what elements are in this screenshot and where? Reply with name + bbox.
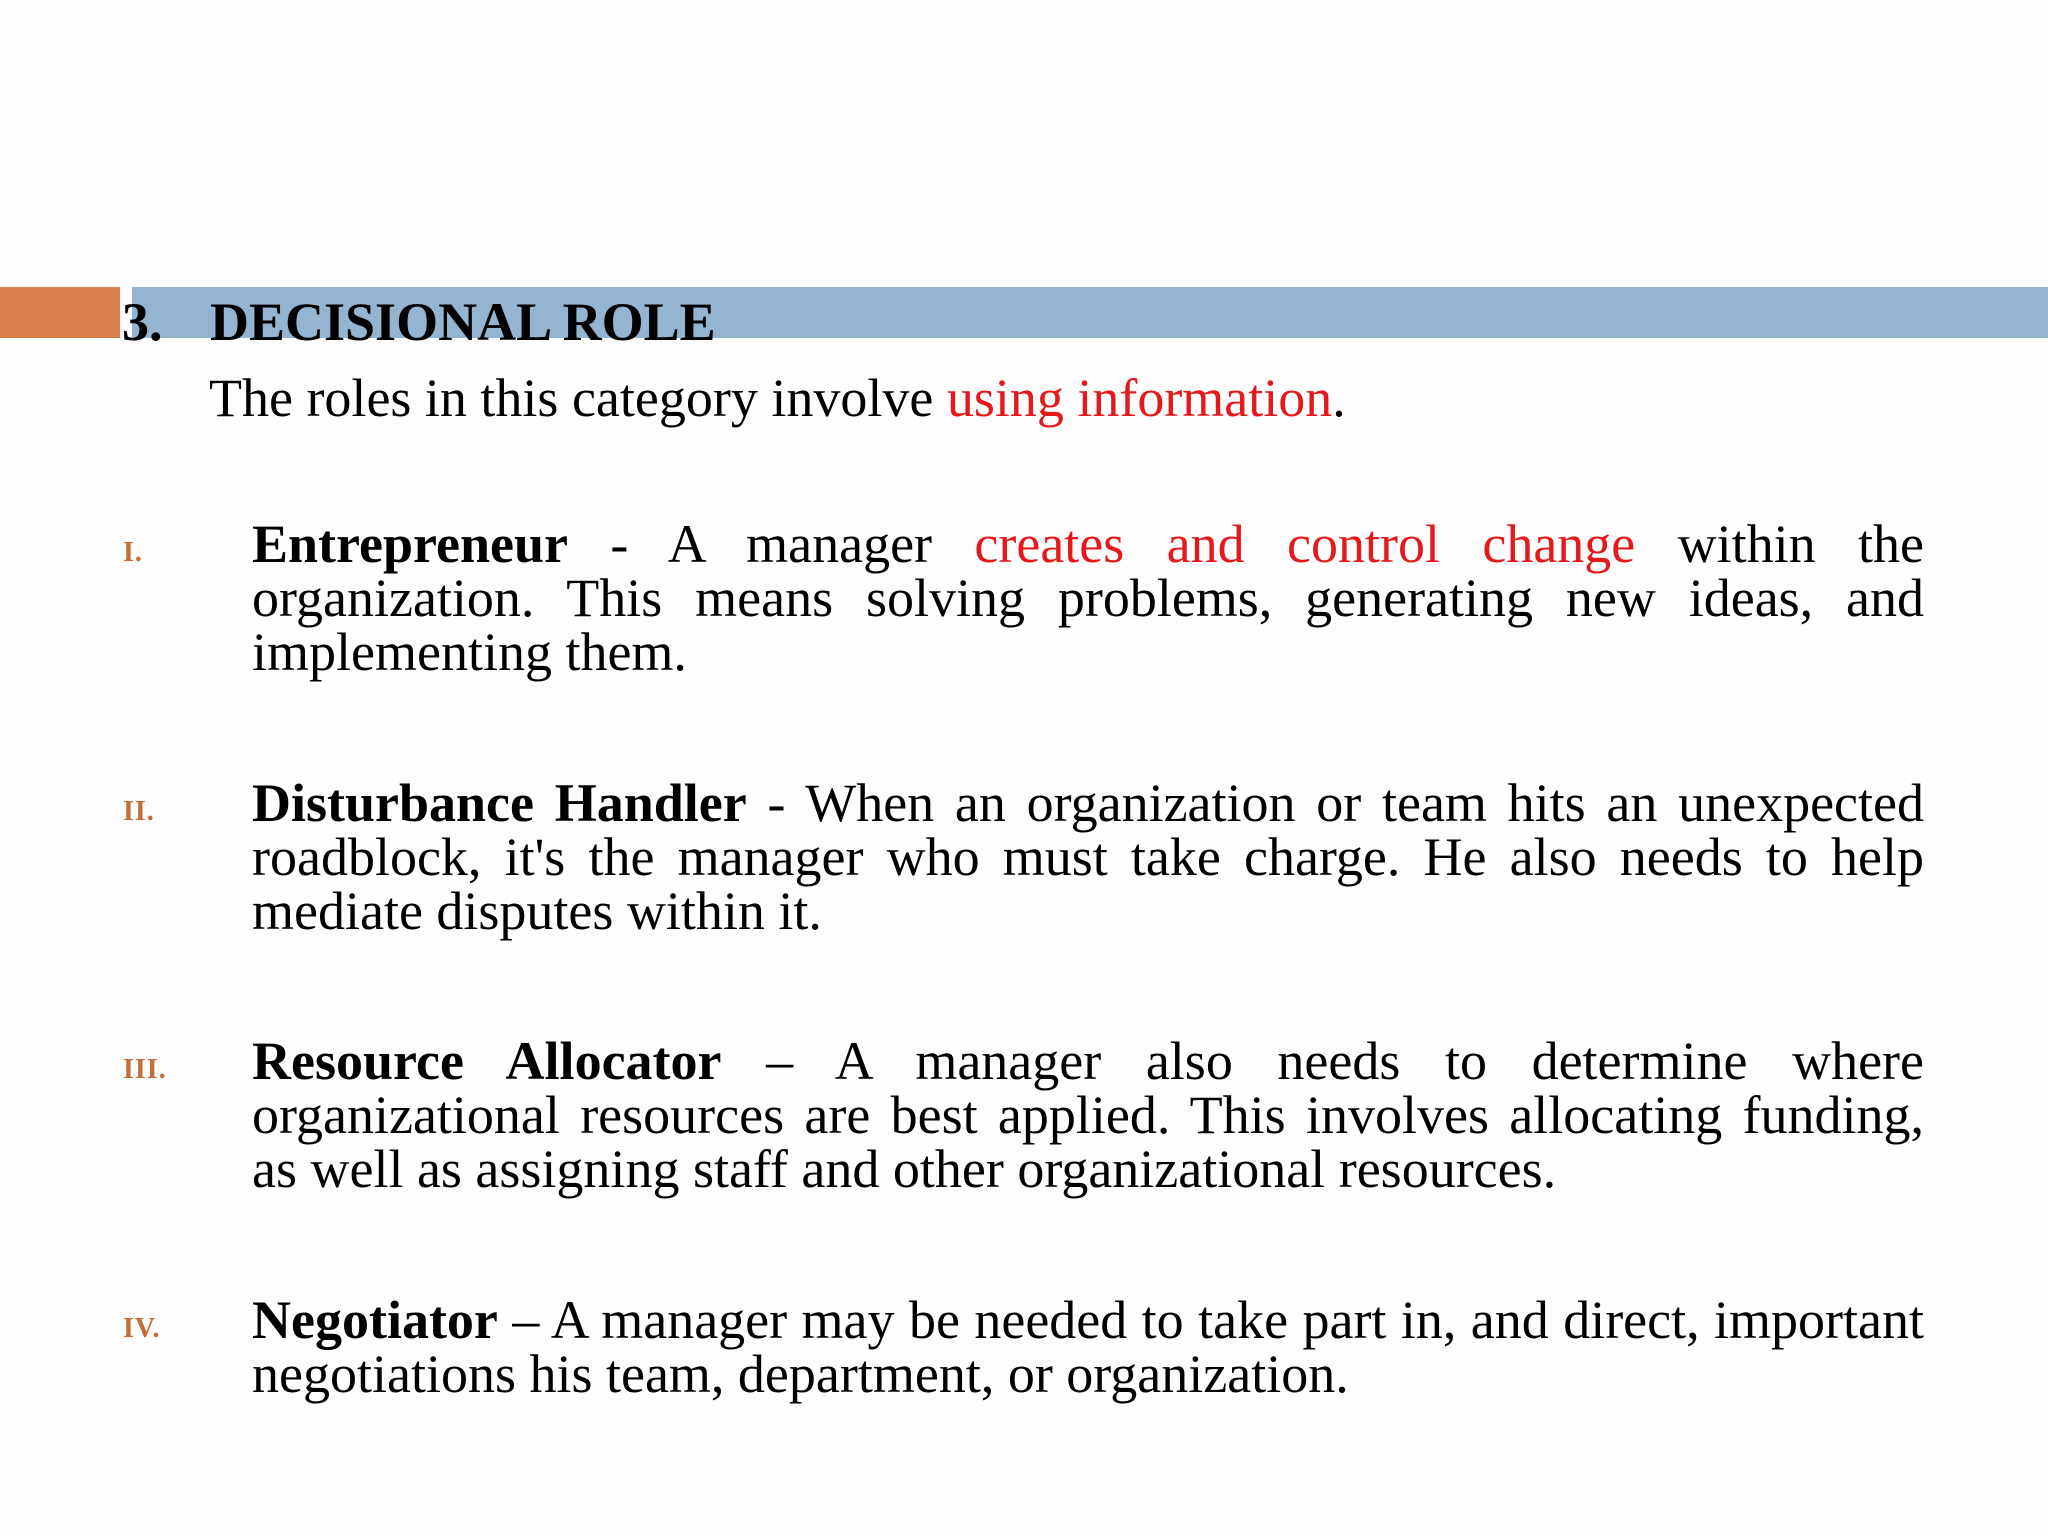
item-text: A manager also needs to determine where organizational resources are best applied. This involves allocating funding, as well as assigning staff and other organizational resources.	[252, 1031, 1924, 1199]
item-term: Entrepreneur	[252, 514, 568, 574]
item-term: Resource Allocator	[252, 1031, 722, 1091]
item-separator: –	[721, 1031, 835, 1091]
item-separator: -	[567, 514, 668, 574]
slide-title	[122, 292, 716, 352]
item-term: Negotiator	[252, 1290, 498, 1350]
item-description	[252, 1290, 1925, 1404]
item-text-after: within the organization. This means solving problems, generating new ideas, and implementing them.	[252, 514, 1924, 682]
item-term: Disturbance Handler	[252, 773, 747, 833]
roman-numeral-marker: I.	[123, 537, 143, 568]
item-text-before: A manager	[667, 514, 975, 574]
section-number: 3.	[122, 292, 163, 352]
roman-numeral-marker: III.	[123, 1054, 167, 1085]
intro-highlight: using information	[946, 368, 1333, 428]
item-description	[252, 773, 1924, 941]
intro-after: .	[1332, 368, 1346, 428]
section-title: DECISIONAL ROLE	[210, 292, 716, 352]
item-text: A manager may be needed to take part in, and direct, important negotiations his team, department, or organization.	[252, 1290, 1925, 1404]
intro-before: The roles in this category involve	[209, 368, 947, 428]
item-text: When an organization or team hits an unexpected roadblock, it's the manager who must take charge. He also needs to help mediate disputes within it.	[252, 773, 1924, 941]
item-highlight: creates and control change	[974, 514, 1636, 574]
item-separator: –	[497, 1290, 551, 1350]
roman-numeral-marker: II.	[123, 796, 155, 827]
roman-numeral-marker: IV.	[123, 1313, 161, 1344]
intro-text	[209, 368, 1346, 428]
accent-bar-orange	[0, 287, 120, 338]
item-separator: -	[746, 773, 806, 833]
item-description	[252, 1031, 1924, 1199]
item-description	[252, 514, 1924, 682]
